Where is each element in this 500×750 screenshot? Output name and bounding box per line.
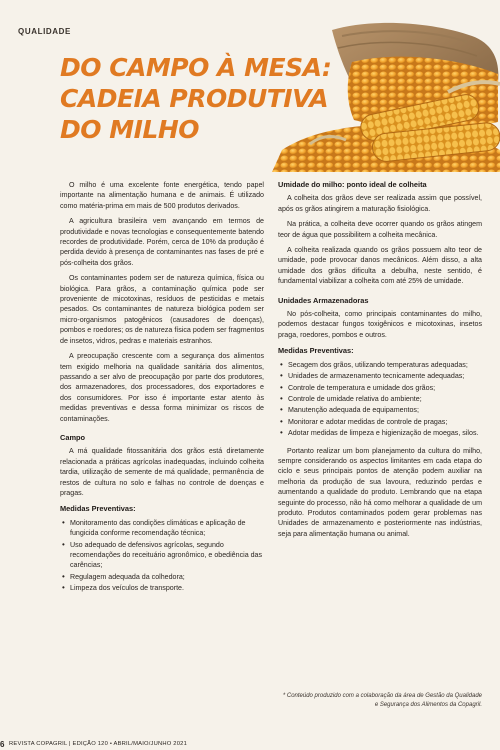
paragraph: No pós-colheita, como principais contaminantes do milho, podemos destacar fungos toxigênicos e micotoxinas, insetos praga, roedores, pombos e outros. (278, 310, 482, 339)
list-item: • Secagem dos grãos, utilizando temperaturas adequadas; (278, 360, 482, 370)
right-column (278, 180, 482, 544)
title-line-2: CADEIA PRODUTIVA (60, 84, 329, 113)
title-line-3: DO MILHO (60, 115, 199, 144)
list-item: • Adotar medidas de limpeza e higienização de moegas, silos. (278, 428, 482, 438)
list-item: • Unidades de armazenamento tecnicamente adequadas; (278, 371, 482, 381)
medidas-list (60, 518, 264, 594)
paragraph: A má qualidade fitossanitária dos grãos está diretamente relacionada a práticas agrícolas inadequadas, incluindo colheita tardia, utilização de semente de má qualidade, permanência de restos de cultura no solo e falhas no controle de doenças e pragas. (60, 447, 264, 497)
list-item: • Controle de umidade relativa do ambiente; (278, 394, 482, 404)
list-item: • Monitorar e adotar medidas de controle de pragas; (278, 417, 482, 427)
medidas-heading: Medidas Preventivas: (278, 346, 354, 356)
list-item: • Regulagem adequada da colhedora; (60, 572, 264, 582)
list-item: • Limpeza dos veículos de transporte. (60, 583, 264, 593)
medidas-list (278, 360, 482, 439)
page-footer (0, 740, 500, 750)
paragraph: O milho é uma excelente fonte energética, tendo papel importante na alimentação humana e de animais. É utilizado como matéria-prima em mais de 500 produtos derivados. (60, 181, 264, 210)
paragraph: A colheita dos grãos deve ser realizada assim que possível, após os grãos atingirem a maturação fisiológica. (278, 194, 482, 213)
paragraph: A agricultura brasileira vem avançando em termos de produtividade e novas tecnologias e consequentemente batendo recordes de produtividade. Porém, cerca de 10% da produção é perdida devido à presença de contaminantes nas fases de pré e pós-colheita dos grãos. (60, 217, 264, 267)
campo-heading: Campo (60, 432, 86, 442)
list-item: • Manutenção adequada de equipamentos; (278, 405, 482, 415)
paragraph: Na prática, a colheita deve ocorrer quando os grãos atingem teor de água que possibilitem a colheita mecânica. (278, 220, 482, 239)
paragraph: A preocupação crescente com a segurança dos alimentos tem exigido melhoria na qualidade sanitária dos alimentos, passando a ser alvo de preocupação por parte dos produtores, dos armazenadores, dos processadores, dos exportadores e dos consumidores. Por isso é importante estar atento às medidas preventivas e dessa forma minimizar os riscos de contaminações. (60, 352, 264, 423)
paragraph: A colheita realizada quando os grãos possuem alto teor de umidade, pode provocar danos mecânicos. Além disso, a alta umidade dos grãos dificulta a debulha, neste sentido, é fundamental viabilizar a colheita com até 25% de umidade. (278, 246, 482, 286)
unidades-heading: Unidades Armazenadoras (278, 295, 369, 305)
umidade-heading: Umidade do milho: ponto ideal de colheita (278, 180, 427, 189)
medidas-heading: Medidas Preventivas: (60, 504, 136, 514)
title-line-1: DO CAMPO À MESA: (60, 53, 332, 82)
corn-sack-illustration (262, 22, 500, 172)
footnote: * Conteúdo produzido com a colaboração da área de Gestão da Qualidade e Segurança dos Alimentos da Copagril. (282, 693, 482, 708)
page-number: 6 (0, 740, 5, 749)
paragraph: Portanto realizar um bom planejamento da cultura do milho, sempre considerando os aspectos limitantes em cada etapa do ciclo e seus principais pontos de atenção podem auxiliar na melhoria da produção de sua lavoura, reduzindo perdas e aumentando a qualidade do produto. Lembrando que na etapa seguinte do processo, não há como melhorar a qualidade de um produto. Produtos contaminados podem gerar problemas nas Unidades de armazenamento e posteriormente nas indústrias, seja para alimentação humana ou animal. (278, 446, 482, 538)
list-item: • Uso adequado de defensivos agrícolas, segundo recomendações do receituário agronômico, e obediência das carências; (60, 540, 264, 571)
section-label: QUALIDADE (18, 27, 71, 36)
left-column (60, 180, 264, 598)
folio: REVISTA COPAGRIL | EDIÇÃO 120 • ABRIL/MAIO/JUNHO 2021 (9, 741, 188, 747)
paragraph: Os contaminantes podem ser de natureza química, física ou biológica. Para grãos, a contaminação química pode ser proveniente de micotoxinas, resíduos de pesticidas e metais pesados. Os contaminantes de natureza biológica podem ser micro-organismos patogênicos (causadores de doenças), pombos e roedores; os de natureza física podem ser fragmentos de insetos, vidros, pedras e materiais estranhos. (60, 274, 264, 345)
list-item: • Controle de temperatura e umidade dos grãos; (278, 383, 482, 393)
list-item: • Monitoramento das condições climáticas e aplicação de fungicida conforme recomendação técnica; (60, 518, 264, 539)
